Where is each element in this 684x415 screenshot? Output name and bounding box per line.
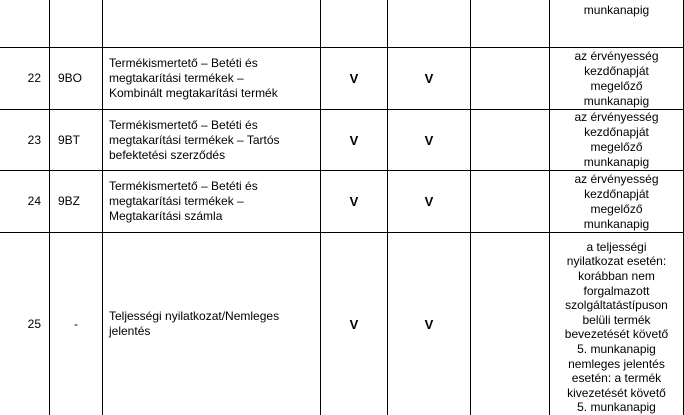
deadline-text: az érvényesség kezdőnapját megelőző munkanapig [574, 171, 659, 231]
description-text: Termékismertető – Betéti és megtakarítási termékek – Kombinált megtakarítási termék [109, 56, 278, 100]
mark-v1: V [349, 132, 359, 148]
deadline-text: munkanapig [583, 3, 650, 17]
report-code: 9BZ [58, 194, 81, 208]
mark-v2: V [424, 316, 434, 332]
description-cell [103, 171, 320, 232]
table-row [0, 48, 684, 109]
description-text: Teljességi nyilatkozat/Nemleges jelentés [109, 309, 280, 338]
mark-v1: V [349, 71, 359, 86]
deadline-cell [550, 110, 683, 170]
deadline-cell [550, 233, 683, 415]
description-cell [103, 48, 320, 109]
mark-v2: V [424, 132, 434, 148]
row-number: 24 [27, 194, 41, 208]
deadline-text: az érvényesség kezdőnapját megelőző munkanapig [574, 110, 659, 169]
report-code: 9BT [58, 132, 81, 147]
deadline-text: az érvényesség kezdőnapját megelőző munkanapig [574, 48, 659, 108]
report-code: - [74, 316, 78, 331]
report-code: 9BO [58, 71, 83, 85]
row-number: 23 [27, 132, 41, 147]
mark-v2: V [424, 194, 434, 209]
deadline-cell [550, 0, 683, 18]
description-cell [103, 110, 320, 170]
deadline-cell [550, 171, 683, 232]
table-row [0, 233, 684, 415]
deadline-cell [550, 48, 683, 109]
description-text: Termékismertető – Betéti és megtakarítási termékek – Megtakarítási számla [109, 179, 258, 223]
table-row-partial [0, 0, 684, 18]
mark-v2: V [424, 71, 434, 86]
mark-v1: V [349, 316, 359, 332]
description-text: Termékismertető – Betéti és megtakarítási termékek – Tartós befektetési szerződés [109, 117, 280, 162]
row-number: 25 [27, 316, 41, 331]
mark-v1: V [349, 194, 359, 209]
row-number: 22 [27, 71, 41, 85]
deadline-text: a teljességi nyilatkozat esetén: korábban nem forgalmazott szolgáltatástípuson belüli termék bevezetését követő 5. munkanapig nemleges jelentés esetén: a termék kivezetését követő 5. munkanapig [564, 239, 669, 415]
table-row [0, 110, 684, 170]
table-row [0, 171, 684, 232]
description-cell [103, 233, 320, 415]
